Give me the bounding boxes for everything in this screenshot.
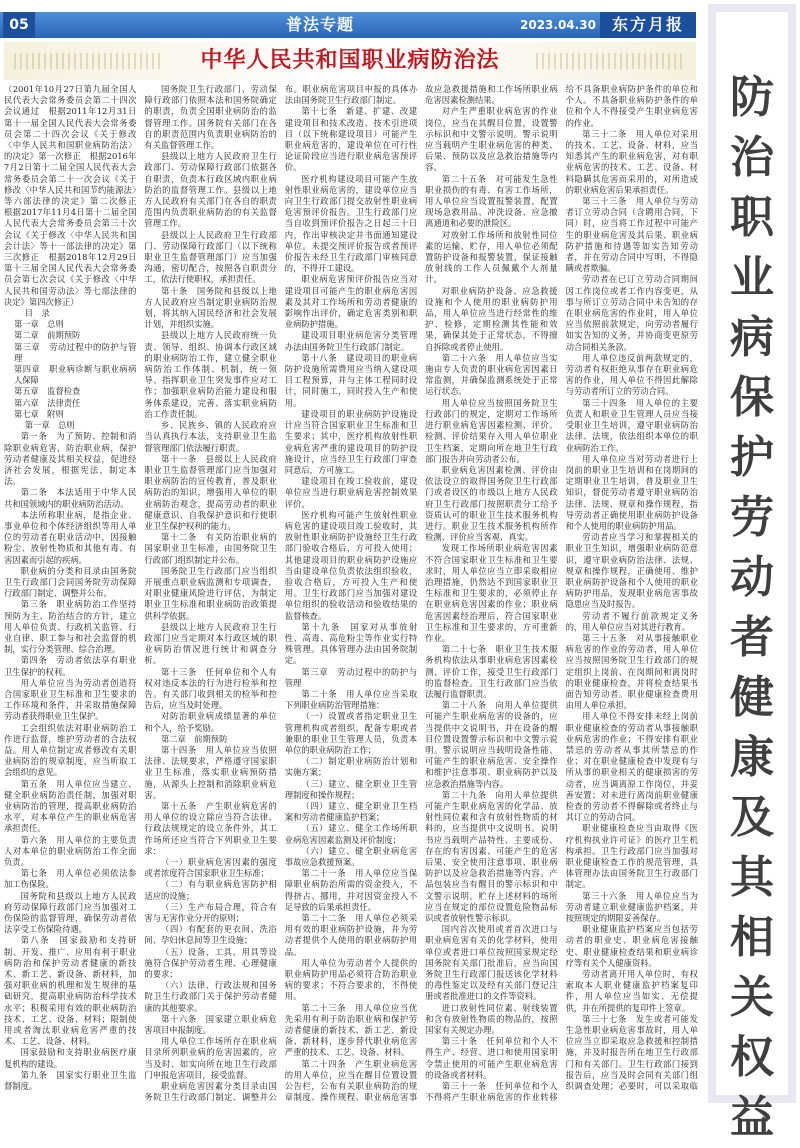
article-paragraph: 建设项目职业病危害分类管理办法由国务院卫生行政部门制定。 (284, 330, 418, 352)
article-paragraph: 第三十四条 用人单位的主要负责人和职业卫生管理人员应当接受职业卫生培训，遵守职业病防治法律、法规，依法组织本单位的职业病防治工作。 (565, 397, 698, 453)
article-paragraph: 职业病危害预评价报告应当对建设项目可能产生的职业病危害因素及其对工作场所和劳动者健康的影响作出评价，确定危害类别和职业病防护措施。 (284, 274, 418, 330)
article-paragraph: 第三十二条 用人单位对采用的技术、工艺、设备、材料，应当知悉其产生的职业病危害，对有职业病危害的技术、工艺、设备、材料隐瞒其危害而采用的，对所造成的职业病危害后果承担责任。 (565, 128, 698, 195)
article-paragraph: 第四条 劳动者依法享有职业卫生保护的权利。 (4, 655, 137, 677)
article-paragraph: 第二十八条 向用人单位提供可能产生职业病危害的设备的，应当提供中文说明书，并在设备的醒目位置设置警示标识和中文警示说明。警示说明应当载明设备性能、可能产生的职业病危害、安全操作和维护注意事项、职业病防护以及应急救治措施等内容。 (425, 700, 558, 789)
article-paragraph: 第二十二条 用人单位必须采用有效的职业病防护设施，并为劳动者提供个人使用的职业病防护用品。 (284, 913, 418, 957)
article-paragraph: 国务院卫生行政部门应当组织开展重点职业病监测和专项调查，对职业健康风险进行评估，为制定职业卫生标准和职业病防治政策提供科学依据。 (144, 565, 277, 621)
article-paragraph: 第十七条 新建、扩建、改建建设项目和技术改造、技术引进项目（以下统称建设项目）可能产生职业病危害的，建设单位在可行性论证阶段应当进行职业病危害预评价。 (284, 106, 418, 173)
article-paragraph: （四）建立、健全职业卫生档案和劳动者健康监护档案； (284, 801, 418, 823)
article-paragraph: （四）有配套的更衣间、洗浴间、孕妇休息间等卫生设施； (144, 924, 277, 946)
article-paragraph: 发现工作场所职业病危害因素不符合国家职业卫生标准和卫生要求时，用人单位应当立即采取相应治理措施，仍然达不到国家职业卫生标准和卫生要求的，必须停止存在职业病危害因素的作业；职业病危害因素经治理后，符合国家职业卫生标准和卫生要求的，方可重新作业。 (425, 543, 558, 643)
article-paragraph: 第三十六条 用人单位应当为劳动者建立职业健康监护档案，并按照规定的期限妥善保存。 (565, 890, 698, 924)
article-paragraph: 劳动者应当学习和掌握相关的职业卫生知识，增强职业病防范意识，遵守职业病防治法律、法规、规章和操作规程，正确使用、维护职业病防护设备和个人使用的职业病防护用品，发现职业病危害事故隐患应当及时报告。 (565, 532, 698, 610)
article-paragraph: 职业病的分类和目录由国务院卫生行政部门会同国务院劳动保障行政部门制定、调整并公布。 (4, 565, 137, 599)
article-paragraph: 对职业病防护设备、应急救援设施和个人使用的职业病防护用品，用人单位应当进行经常性的维护、检修，定期检测其性能和效果，确保其处于正常状态，不得擅自拆除或者停止使用。 (425, 285, 558, 352)
article-paragraph: 第三十三条 用人单位与劳动者订立劳动合同（含聘用合同，下同）时，应当将工作过程中可能产生的职业病危害及其后果、职业病防护措施和待遇等如实告知劳动者，并在劳动合同中写明，不得隐瞒或者欺骗。 (565, 196, 698, 274)
toc-item: 第一章 总则 (13, 319, 64, 330)
article-paragraph: 第九条 国家实行职业卫生监督制度。 (4, 1069, 137, 1092)
toc-item: 第五章 监督检查 (13, 386, 81, 397)
article-paragraph: 第二十四条 产生职业病危害的用人单位，应当在醒目位置设置公告栏，公布有关职业病防治的规章制度、操作规程、职业病危害事故应急救援措施和工作场所职业病危害因素检测结果。 (284, 84, 558, 1103)
title-banner (4, 42, 696, 80)
article-paragraph: 职业病危害因素分类目录由国务院卫生行政部门制定、调整并公布。职业病危害项目申报的具体办法由国务院卫生行政部门制定。 (144, 84, 418, 1103)
article-paragraph: 第八条 国家鼓励和支持研制、开发、推广、应用有利于职业病防治和保护劳动者健康的新技术、新工艺、新设备、新材料，加强对职业病的机理和发生规律的基础研究，提高职业病防治科学技术水平；积极采用有效的职业病防治技术、工艺、设备、材料；限制使用或者淘汰职业病危害严重的技术、工艺、设备、材料。 (4, 935, 137, 1047)
section-title: 普法专题 (285, 15, 354, 34)
article-paragraph: 第二条 本法适用于中华人民共和国领域内的职业病防治活动。 (4, 487, 137, 509)
article-paragraph: （一）设置或者指定职业卫生管理机构或者组织，配备专职或者兼职的职业卫生管理人员，负责本单位的职业病防治工作； (284, 711, 418, 755)
article-paragraph: 用人单位为劳动者个人提供的职业病防护用品必须符合防治职业病的要求；不符合要求的，不得使用。 (284, 957, 418, 1002)
article-paragraph: （三）生产布局合理，符合有害与无害作业分开的原则； (144, 901, 277, 924)
article-paragraph: （二）制定职业病防治计划和实施方案； (284, 756, 418, 778)
article-paragraph: 第十一条 县级以上人民政府职业卫生监督管理部门应当加强对职业病防治的宣传教育，普及职业病防治的知识，增强用人单位的职业病防治观念，提高劳动者的职业健康意识、自我保护意识和行使职业卫生保护权利的能力。 (144, 453, 277, 531)
article-paragraph: 第二章 前期预防 (160, 733, 228, 744)
chapter-heading: 第一章 总则 (24, 420, 75, 431)
article-paragraph: 医疗机构可能产生放射性职业病危害的建设项目竣工验收时，其放射性职业病防护设施经卫生行政部门验收合格后，方可投入使用；其他建设项目的职业病防护设施应当由建设单位负责依法组织验收，验收合格后，方可投入生产和使用。卫生行政部门应当加强对建设单位组织的验收活动和验收结果的监督核查。 (284, 509, 418, 621)
article-paragraph: 职业健康监护档案应当包括劳动者的职业史、职业病危害接触史、职业健康检查结果和职业病诊疗等有关个人健康资料。 (565, 924, 698, 968)
page-header (0, 12, 696, 38)
article-paragraph: 职业病危害因素检测、评价由依法设立的取得国务院卫生行政部门或者设区的市级以上地方人民政府卫生行政部门按照职责分工给予资质认可的职业卫生技术服务机构进行。职业卫生技术服务机构所作检测、评价应当客观、真实。 (425, 464, 558, 543)
page-number: 05 (3, 12, 35, 38)
article-paragraph: 医疗机构建设项目可能产生放射性职业病危害的，建设单位应当向卫生行政部门提交放射性职业病危害预评价报告。卫生行政部门应当自收到预评价报告之日起三十日内，作出审核决定并书面通知建设单位。未提交预评价报告或者预评价报告未经卫生行政部门审核同意的，不得开工建设。 (284, 173, 418, 274)
article-paragraph: 第五条 用人单位应当建立、健全职业病防治责任制，加强对职业病防治的管理，提高职业病防治水平，对本单位产生的职业病危害承担责任。 (4, 778, 137, 834)
article-paragraph: 第二十六条 用人单位应当实施由专人负责的职业病危害因素日常监测，并确保监测系统处于正常运行状态。 (425, 352, 558, 397)
article-paragraph: 第十八条 建设项目的职业病防护设施所需费用应当纳入建设项目工程预算，并与主体工程同时设计，同时施工，同时投入生产和使用。 (284, 352, 418, 408)
article-paragraph: 第二十三条 用人单位应当优先采用有利于防治职业病和保护劳动者健康的新技术、新工艺、新设备、新材料，逐步替代职业病危害严重的技术、工艺、设备、材料。 (284, 1002, 418, 1058)
article-paragraph: （三）建立、健全职业卫生管理制度和操作规程； (284, 778, 418, 800)
article-paragraph: 劳动者在已订立劳动合同期间因工作岗位或者工作内容变更，从事与所订立劳动合同中未告知的存在职业病危害的作业时，用人单位应当依照前款规定，向劳动者履行如实告知的义务，并协商变更原劳动合同相关条款。 (565, 274, 698, 352)
article-paragraph: （五）建立、健全工作场所职业病危害因素监测及评价制度； (284, 823, 418, 845)
article-paragraph: 国家鼓励和支持职业病医疗康复机构的建设。 (4, 1047, 137, 1069)
article-paragraph: 第二十七条 职业卫生技术服务机构依法从事职业病危害因素检测、评价工作，接受卫生行政部门的监督检查。卫生行政部门应当依法履行监督职责。 (425, 644, 558, 699)
article-paragraph: 乡、民族乡、镇的人民政府应当认真执行本法，支持职业卫生监督管理部门依法履行职责。 (144, 420, 277, 453)
toc-item: 第二章 前期预防 (13, 330, 81, 341)
article-paragraph: （五）设备、工具、用具等设施符合保护劳动者生理、心理健康的要求； (144, 946, 277, 980)
article-paragraph: 第三十七条 发生或者可能发生急性职业病危害事故时，用人单位应当立即采取应急救援和控制措施，并及时报告所在地卫生行政部门和有关部门。卫生行政部门接到报告后，应当及时会同有关部门组织调查处理；必要时，可以采取临 (565, 1013, 698, 1092)
article-paragraph: 第三十一条 任何单位和个人不得将产生职业病危害的作业转移给不具备职业病防护条件的单位和个人。不具备职业病防护条件的单位和个人不得接受产生职业病危害的作业。 (425, 84, 698, 1103)
article-paragraph: 第二十条 用人单位应当采取下列职业病防治管理措施： (284, 688, 418, 711)
article-paragraph: （一）职业病危害因素的强度或者浓度符合国家职业卫生标准； (144, 857, 277, 879)
article-paragraph: 建设项目在竣工验收前，建设单位应当进行职业病危害控制效果评价。 (284, 476, 418, 509)
article-paragraph: 对放射工作场所和放射性同位素的运输、贮存，用人单位必须配置防护设备和报警装置，保证接触放射线的工作人员佩戴个人剂量计。 (425, 229, 558, 285)
article-paragraph: （二）有与职业病危害防护相适应的设施； (144, 879, 277, 901)
article-paragraph: 国务院卫生行政部门、劳动保障行政部门依照本法和国务院确定的职责，负责全国职业病防治的监督管理工作。国务院有关部门在各自的职责范围内负责职业病防治的有关监督管理工作。 (144, 84, 277, 151)
article-paragraph: 第三十五条 对从事接触职业病危害的作业的劳动者，用人单位应当按照国务院卫生行政部门的规定组织上岗前、在岗期间和离岗时的职业健康检查，并将检查结果书面告知劳动者。职业健康检查费用由用人单位承担。 (565, 632, 698, 711)
article-paragraph: 县级以上人民政府卫生行政部门、劳动保障行政部门（以下统称职业卫生监督管理部门）应当加强沟通，密切配合，按照各自职责分工，依法行使职权，承担责任。 (144, 229, 277, 285)
table-of-contents (4, 319, 136, 420)
article-paragraph: 第二十九条 向用人单位提供可能产生职业病危害的化学品、放射性同位素和含有放射性物质的材料的，应当提供中文说明书。说明书应当载明产品特性、主要成份、存在的有害因素、可能产生的危害后果、安全使用注意事项、职业病防护以及应急救治措施等内容。产品包装应当有醒目的警示标识和中文警示说明。贮存上述材料的场所应当在规定的部位设置危险物品标识或者放射性警示标识。 (425, 789, 558, 924)
article-paragraph: 第十二条 有关防治职业病的国家职业卫生标准，由国务院卫生行政部门组织制定并公布。 (144, 532, 277, 565)
publication-date: 2023.04.30 (520, 18, 596, 32)
article-paragraph: 用人单位违反前两款规定的，劳动者有权拒绝从事存在职业病危害的作业，用人单位不得因此解除与劳动者所订立的劳动合同。 (565, 352, 698, 397)
article-paragraph: 用人单位应当按照国务院卫生行政部门的规定，定期对工作场所进行职业病危害因素检测、评价。检测、评价结果存入用人单位职业卫生档案，定期向所在地卫生行政部门报告并向劳动者公布。 (425, 397, 558, 464)
article-paragraph: 第六条 用人单位的主要负责人对本单位的职业病防治工作全面负责。 (4, 834, 137, 868)
article-paragraph: 国内首次使用或者首次进口与职业病危害有关的化学材料，使用单位或者进口单位按照国家规定经国务院有关部门批准后，应当向国务院卫生行政部门报送该化学材料的毒性鉴定以及经有关部门登记注册或者批准进口的文件等资料。 (425, 924, 558, 1002)
amendment-note: （2001年10月27日第九届全国人民代表大会常务委员会第二十四次会议通过 根据2011年12月31日第十一届全国人民代表大会常务委员会第二十四次会议《关于修改〈中华人民共和国职业病防治法〉的决定》第一次修正 根据2016年7月2日第十二届全国人民代表大会常务委员会第二十一次会议《关于修改〈中华人民共和国节约能源法〉等六部法律的决定》第二次修正 根据2017年11月4日第十二届全国人民代表大会常务委员会第三十次会议《关于修改〈中华人民共和国会计法〉等十一部法律的决定》第三次修正 根据2018年12月29日第十三届全国人民代表大会常务委员会第七次会议《关于修改〈中华人民共和国劳动法〉等七部法律的决定》第四次修正） (4, 84, 145, 307)
article-paragraph: 县级以上地方人民政府卫生行政部门应当定期对本行政区域的职业病防治情况进行统计和调查分析。 (144, 621, 277, 666)
article-paragraph: 用人单位不得安排未经上岗前职业健康检查的劳动者从事接触职业病危害的作业；不得安排有职业禁忌的劳动者从事其所禁忌的作业；对在职业健康检查中发现有与所从事的职业相关的健康损害的劳动者，应当调离原工作岗位，并妥善安置；对未进行离岗前职业健康检查的劳动者不得解除或者终止与其订立的劳动合同。 (565, 711, 698, 823)
toc-item: 第七章 附则 (13, 408, 64, 419)
article-paragraph: 劳动者不履行前款规定义务的，用人单位应当对其进行教育。 (565, 610, 698, 632)
article-paragraph: 第三十条 任何单位和个人不得生产、经营、进口和使用国家明令禁止使用的可能产生职业病危害的设备或者材料。 (425, 1036, 558, 1080)
article-paragraph: 第一条 为了预防、控制和消除职业病危害，防治职业病，保护劳动者健康及其相关权益，促进经济社会发展，根据宪法，制定本法。 (4, 431, 137, 487)
article-paragraph: 第十三条 任何单位和个人有权对违反本法的行为进行检举和控告。有关部门收到相关的检举和控告后，应当及时处理。 (144, 666, 277, 711)
article-paragraph: 对防治职业病成绩显著的单位和个人，给予奖励。 (144, 711, 277, 733)
article-paragraph: 第二十五条 对可能发生急性职业损伤的有毒、有害工作场所，用人单位应当设置报警装置，配置现场急救用品、冲洗设备、应急撤离通道和必要的泄险区。 (425, 173, 558, 229)
article-paragraph: （六）法律、行政法规和国务院卫生行政部门关于保护劳动者健康的其他要求。 (144, 980, 277, 1013)
article-paragraph: 第三章 劳动过程中的防护与管理 (284, 666, 418, 688)
article-paragraph: 劳动者离开用人单位时，有权索取本人职业健康监护档案复印件，用人单位应当如实、无偿提供，并在所提供的复印件上签章。 (565, 969, 698, 1013)
article-paragraph: 对产生严重职业病危害的作业岗位，应当在其醒目位置，设置警示标识和中文警示说明。警示说明应当载明产生职业病危害的种类、后果、预防以及应急救治措施等内容。 (425, 106, 558, 173)
article-title: 中华人民共和国职业病防治法 (200, 48, 500, 73)
article-paragraph: 第十九条 国家对从事放射性、高毒、高危粉尘等作业实行特殊管理。具体管理办法由国务院制定。 (284, 621, 418, 666)
article-paragraph: 工会组织依法对职业病防治工作进行监督，维护劳动者的合法权益。用人单位制定或者修改有关职业病防治的规章制度，应当听取工会组织的意见。 (4, 722, 137, 778)
article-paragraph: 第二十一条 用人单位应当保障职业病防治所需的资金投入，不得挤占、挪用，并对因资金投入不足导致的后果承担责任。 (284, 868, 418, 912)
article-paragraph: 用人单位应当为劳动者创造符合国家职业卫生标准和卫生要求的工作环境和条件，并采取措施保障劳动者获得职业卫生保护。 (4, 677, 137, 722)
article-paragraph: 第十六条 国家建立职业病危害项目申报制度。 (144, 1013, 277, 1036)
article-paragraph: 职业健康检查应当由取得《医疗机构执业许可证》的医疗卫生机构承担。卫生行政部门应当加强对职业健康检查工作的规范管理，具体管理办法由国务院卫生行政部门制定。 (565, 823, 698, 890)
article-paragraph: 第十四条 用人单位应当依照法律、法规要求，严格遵守国家职业卫生标准，落实职业病预防措施，从源头上控制和消除职业病危害。 (144, 744, 277, 800)
toc-item: 第三章 劳动过程中的防护与管理 (13, 341, 137, 363)
article-paragraph: 县级以上地方人民政府卫生行政部门、劳动保障行政部门依据各自职责，负责本行政区域内职业病防治的监督管理工作。县级以上地方人民政府有关部门在各自的职责范围内负责职业病防治的有关监督管理工作。 (144, 151, 277, 229)
article-body (4, 84, 698, 1104)
article-paragraph: 国务院和县级以上地方人民政府劳动保障行政部门应当加强对工伤保险的监督管理，确保劳动者依法享受工伤保险待遇。 (4, 890, 137, 935)
article-paragraph: 本法所称职业病，是指企业、事业单位和个体经济组织等用人单位的劳动者在职业活动中，因接触粉尘、放射性物质和其他有毒、有害因素而引起的疾病。 (4, 509, 137, 565)
article-paragraph: （六）建立、健全职业病危害事故应急救援预案。 (284, 845, 418, 868)
newspaper-name: 东方月报 (600, 12, 696, 38)
article-paragraph: 县级以上地方人民政府统一负责、领导、组织、协调本行政区域的职业病防治工作，建立健全职业病防治工作体制、机制，统一领导、指挥职业卫生突发事件应对工作；加强职业病防治能力建设和服务体系建设，完善、落实职业病防治工作责任制。 (144, 330, 277, 419)
article-paragraph: 第十五条 产生职业病危害的用人单位的设立除应当符合法律、行政法规规定的设立条件外，其工作场所还应当符合下列职业卫生要求： (144, 801, 277, 856)
article-paragraph: 第七条 用人单位必须依法参加工伤保险。 (4, 868, 137, 890)
toc-item: 第六章 法律责任 (13, 397, 81, 408)
sidebar-slogan: 防治职业病保护劳动者健康及其相关权益 (730, 72, 774, 1143)
toc-item: 第四章 职业病诊断与职业病病人保障 (13, 364, 137, 386)
article-paragraph: 第十条 国务院和县级以上地方人民政府应当制定职业病防治规划，将其纳入国民经济和社会发展计划，并组织实施。 (144, 285, 277, 330)
article-paragraph: 用人单位应当对劳动者进行上岗前的职业卫生培训和在岗期间的定期职业卫生培训，普及职业卫生知识，督促劳动者遵守职业病防治法律、法规、规章和操作规程，指导劳动者正确使用职业病防护设备和个人使用的职业病防护用品。 (565, 453, 698, 531)
toc-heading: 目 录 (24, 308, 50, 319)
article-paragraph: 进口放射性同位素、射线装置和含有放射性物质的物品的，按照国家有关规定办理。 (425, 1002, 558, 1036)
article-paragraph: 用人单位工作场所存在职业病目录所列职业病的危害因素的，应当及时、如实向所在地卫生行政部门申报危害项目，接受监督。 (144, 1036, 277, 1080)
article-paragraph: 建设项目的职业病防护设施设计应当符合国家职业卫生标准和卫生要求；其中，医疗机构放射性职业病危害严重的建设项目的防护设施设计，应当经卫生行政部门审查同意后，方可施工。 (284, 408, 418, 475)
article-paragraph: 第三条 职业病防治工作坚持预防为主、防治结合的方针，建立用人单位负责、行政机关监管、行业自律、职工参与和社会监督的机制，实行分类管理、综合治理。 (4, 599, 137, 655)
